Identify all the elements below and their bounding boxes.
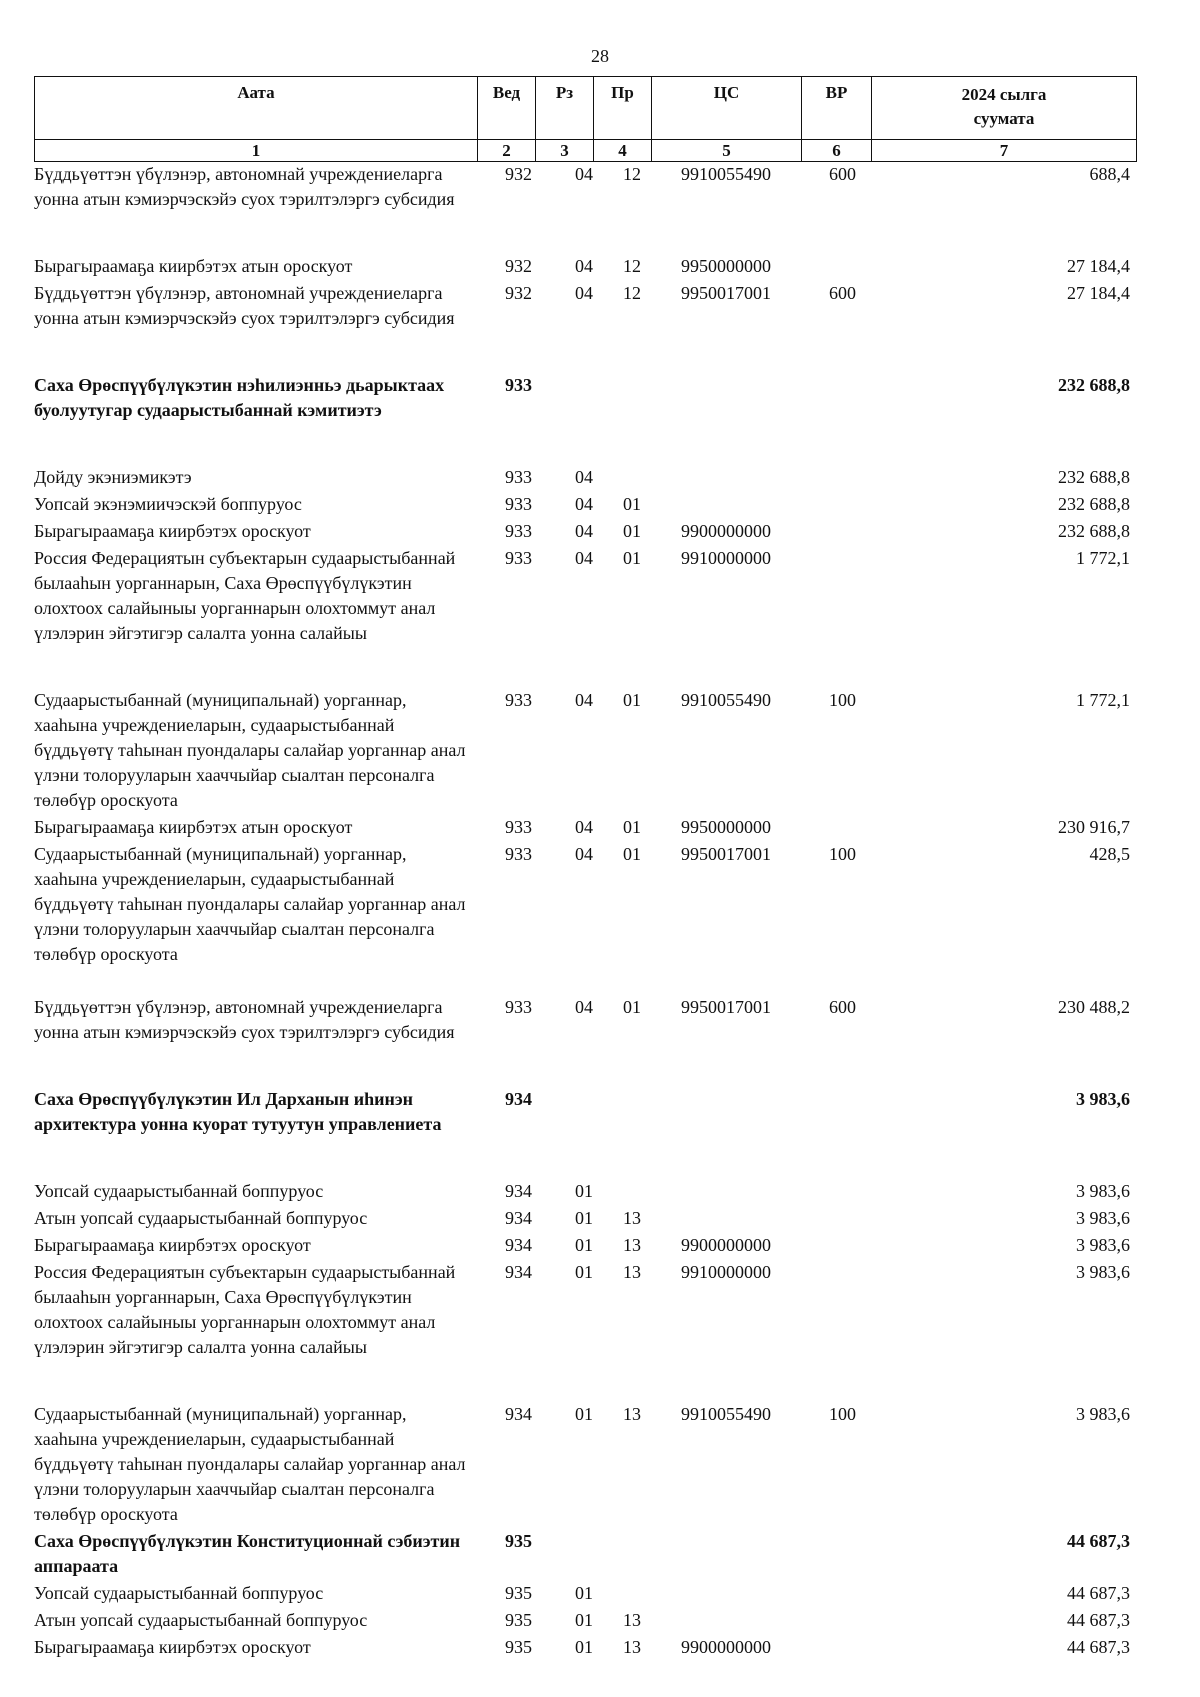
row-name: Атын уопсай судаарыстыбаннай боппуруос <box>34 1208 368 1228</box>
row-cs: 9910055490 <box>681 164 771 184</box>
row-pr: 01 <box>623 817 641 837</box>
table-row <box>34 1260 1136 1402</box>
row-vr: 600 <box>829 283 856 303</box>
row-name: Судаарыстыбаннай (муниципальнай) уорганнар, хааһына учреждениеларын, судаарыстыбаннай бүддьүөтү таһынан пуондалары салайар уорганнар анал үлэни толорууларын хааччыйар сыалтан персоналга төлөбүр ороскуота <box>34 690 466 810</box>
row-rz: 01 <box>575 1181 593 1201</box>
table-row <box>34 492 1136 519</box>
row-vr: 100 <box>829 1404 856 1424</box>
row-amount: 232 688,8 <box>1058 467 1130 487</box>
row-amount: 232 688,8 <box>1058 375 1130 395</box>
row-pr <box>593 1087 651 1179</box>
row-pr <box>593 465 651 492</box>
row-amount: 3 983,6 <box>1076 1089 1130 1109</box>
row-ved: 932 <box>505 283 532 303</box>
row-cs <box>651 1581 801 1608</box>
row-pr: 13 <box>623 1610 641 1630</box>
row-rz: 04 <box>575 164 593 184</box>
row-rz: 04 <box>575 521 593 541</box>
row-name: Бүддьүөттэн үбүлэнэр, автономнай учреждениеларга уонна атын кэмиэрчэскэйэ суох тэрилтэлэргэ субсидия <box>34 164 455 209</box>
row-rz: 04 <box>575 283 593 303</box>
row-cs: 9950017001 <box>681 997 771 1017</box>
row-rz: 04 <box>575 997 593 1017</box>
row-pr: 12 <box>623 256 641 276</box>
row-ved: 933 <box>505 997 532 1017</box>
table-row <box>34 1087 1136 1179</box>
row-vr <box>801 1179 871 1206</box>
table-row <box>34 162 1136 254</box>
row-cs <box>651 1179 801 1206</box>
row-rz: 01 <box>575 1404 593 1424</box>
row-vr <box>801 254 871 281</box>
table-row <box>34 546 1136 688</box>
header-number: 6 <box>802 140 872 162</box>
row-rz: 04 <box>575 467 593 487</box>
row-ved: 933 <box>505 690 532 710</box>
row-rz: 01 <box>575 1235 593 1255</box>
header-number: 7 <box>872 140 1137 162</box>
row-vr <box>801 1581 871 1608</box>
row-ved: 932 <box>505 164 532 184</box>
row-ved: 933 <box>505 375 532 395</box>
row-vr: 100 <box>829 844 856 864</box>
table-row <box>34 1206 1136 1233</box>
row-pr <box>593 373 651 465</box>
row-name: Бырагыраамаҕа киирбэтэх ороскуот <box>34 1637 311 1657</box>
row-rz: 01 <box>575 1208 593 1228</box>
row-name: Дойду экэниэмикэтэ <box>34 467 192 487</box>
row-ved: 934 <box>505 1262 532 1282</box>
row-rz: 04 <box>575 548 593 568</box>
header-cs: ЦС <box>652 77 802 140</box>
header-name: Аата <box>35 77 478 140</box>
row-name: Бырагыраамаҕа киирбэтэх ороскуот <box>34 1235 311 1255</box>
row-rz: 04 <box>575 494 593 514</box>
table-row <box>34 842 1136 995</box>
row-cs: 9910000000 <box>681 548 771 568</box>
row-cs: 9950017001 <box>681 283 771 303</box>
row-ved: 934 <box>505 1181 532 1201</box>
row-rz: 01 <box>575 1610 593 1630</box>
row-pr <box>593 1581 651 1608</box>
table-row <box>34 1581 1136 1608</box>
row-pr: 12 <box>623 283 641 303</box>
row-name: Судаарыстыбаннай (муниципальнай) уорганнар, хааһына учреждениеларын, судаарыстыбаннай бүддьүөтү таһынан пуондалары салайар уорганнар анал үлэни толорууларын хааччыйар сыалтан персоналга төлөбүр ороскуота <box>34 1404 466 1524</box>
row-cs <box>651 1608 801 1635</box>
row-cs: 9950000000 <box>681 256 771 276</box>
row-vr <box>801 815 871 842</box>
row-name: Уопсай экэнэмиичэскэй боппуруос <box>34 494 302 514</box>
table-row <box>34 995 1136 1087</box>
header-number-row <box>35 140 1137 162</box>
row-rz: 01 <box>575 1583 593 1603</box>
table-row <box>34 254 1136 281</box>
row-name: Уопсай судаарыстыбаннай боппуруос <box>34 1181 324 1201</box>
row-amount: 27 184,4 <box>1067 256 1130 276</box>
row-name: Атын уопсай судаарыстыбаннай боппуруос <box>34 1610 368 1630</box>
row-pr <box>593 1179 651 1206</box>
row-cs <box>651 1206 801 1233</box>
row-cs: 9910055490 <box>681 690 771 710</box>
table-row <box>34 373 1136 465</box>
row-ved: 934 <box>505 1089 532 1109</box>
row-vr <box>801 492 871 519</box>
row-rz: 04 <box>575 844 593 864</box>
row-vr <box>801 1260 871 1402</box>
row-ved: 933 <box>505 844 532 864</box>
row-ved: 932 <box>505 256 532 276</box>
row-pr: 01 <box>623 844 641 864</box>
row-amount: 44 687,3 <box>1067 1583 1130 1603</box>
row-amount: 428,5 <box>1089 844 1130 864</box>
row-name: Россия Федерациятын субъектарын судаарыстыбаннай былааһын уорганнарын, Саха Өрөспүүбүлүкэтин олохтоох салайыныы уорганнарын олохтоммут анал үлэлэрин эйгэтигэр салалта уонна салайыы <box>34 548 456 643</box>
row-vr <box>801 1635 871 1662</box>
row-cs: 9900000000 <box>681 521 771 541</box>
row-name: Бырагыраамаҕа киирбэтэх ороскуот <box>34 521 311 541</box>
row-pr: 01 <box>623 494 641 514</box>
row-amount: 44 687,3 <box>1067 1637 1130 1657</box>
table-row <box>34 281 1136 373</box>
row-cs <box>651 373 801 465</box>
row-pr: 13 <box>623 1262 641 1282</box>
row-rz: 01 <box>575 1637 593 1657</box>
row-vr <box>801 519 871 546</box>
row-name: Россия Федерациятын субъектарын судаарыстыбаннай былааһын уорганнарын, Саха Өрөспүүбүлүкэтин олохтоох салайыныы уорганнарын олохтоммут анал үлэлэрин эйгэтигэр салалта уонна салайыы <box>34 1262 456 1357</box>
row-amount: 232 688,8 <box>1058 494 1130 514</box>
row-cs <box>651 1087 801 1179</box>
row-vr: 100 <box>829 690 856 710</box>
header-amount-label: 2024 сылга суумата <box>961 85 1047 128</box>
row-pr: 13 <box>623 1404 641 1424</box>
row-ved: 934 <box>505 1208 532 1228</box>
row-amount: 44 687,3 <box>1067 1610 1130 1630</box>
row-ved: 933 <box>505 467 532 487</box>
header-number: 2 <box>478 140 536 162</box>
row-vr <box>801 1206 871 1233</box>
row-ved: 935 <box>505 1610 532 1630</box>
row-amount: 230 488,2 <box>1058 997 1130 1017</box>
row-amount: 1 772,1 <box>1076 690 1130 710</box>
row-amount: 1 772,1 <box>1076 548 1130 568</box>
header-row <box>35 77 1137 140</box>
table-row <box>34 1529 1136 1581</box>
row-vr: 600 <box>829 164 856 184</box>
row-ved: 933 <box>505 494 532 514</box>
row-ved: 935 <box>505 1531 532 1551</box>
row-rz <box>535 1529 593 1581</box>
row-rz: 01 <box>575 1262 593 1282</box>
table-row <box>34 1179 1136 1206</box>
row-ved: 934 <box>505 1404 532 1424</box>
row-pr: 12 <box>623 164 641 184</box>
row-pr: 01 <box>623 690 641 710</box>
row-cs: 9950000000 <box>681 817 771 837</box>
row-ved: 933 <box>505 548 532 568</box>
row-name: Судаарыстыбаннай (муниципальнай) уорганнар, хааһына учреждениеларын, судаарыстыбаннай бүддьүөтү таһынан пуондалары салайар уорганнар анал үлэни толорууларын хааччыйар сыалтан персоналга төлөбүр ороскуота <box>34 844 466 964</box>
row-vr <box>801 373 871 465</box>
row-vr <box>801 1529 871 1581</box>
row-name: Бүддьүөттэн үбүлэнэр, автономнай учреждениеларга уонна атын кэмиэрчэскэйэ суох тэрилтэлэргэ субсидия <box>34 283 455 328</box>
row-name: Саха Өрөспүүбүлүкэтин Ил Дарханын иһинэн архитектура уонна куорат тутуутун управлениета <box>34 1089 442 1134</box>
row-cs: 9910055490 <box>681 1404 771 1424</box>
row-amount: 44 687,3 <box>1067 1531 1130 1551</box>
row-amount: 230 916,7 <box>1058 817 1130 837</box>
row-rz <box>535 373 593 465</box>
row-vr <box>801 1233 871 1260</box>
row-vr: 600 <box>829 997 856 1017</box>
row-pr: 01 <box>623 997 641 1017</box>
row-vr <box>801 1608 871 1635</box>
header-number: 5 <box>652 140 802 162</box>
table-row <box>34 1608 1136 1635</box>
row-amount: 232 688,8 <box>1058 521 1130 541</box>
row-ved: 934 <box>505 1235 532 1255</box>
row-rz <box>535 1087 593 1179</box>
row-amount: 3 983,6 <box>1076 1404 1130 1424</box>
row-vr <box>801 1087 871 1179</box>
row-pr: 13 <box>623 1235 641 1255</box>
header-rz: Рз <box>536 77 594 140</box>
row-ved: 933 <box>505 521 532 541</box>
row-name: Саха Өрөспүүбүлүкэтин нэһилиэнньэ дьарыктаах буолуутугар судаарыстыбаннай кэмитиэтэ <box>34 375 445 420</box>
row-cs: 9910000000 <box>681 1262 771 1282</box>
row-amount: 3 983,6 <box>1076 1181 1130 1201</box>
row-name: Бүддьүөттэн үбүлэнэр, автономнай учреждениеларга уонна атын кэмиэрчэскэйэ суох тэрилтэлэргэ субсидия <box>34 997 455 1042</box>
header-number: 4 <box>594 140 652 162</box>
row-name: Уопсай судаарыстыбаннай боппуруос <box>34 1583 324 1603</box>
row-cs <box>651 1529 801 1581</box>
row-cs <box>651 465 801 492</box>
row-cs: 9950017001 <box>681 844 771 864</box>
header-number: 3 <box>536 140 594 162</box>
header-ved: Вед <box>478 77 536 140</box>
row-pr: 13 <box>623 1637 641 1657</box>
table-row <box>34 815 1136 842</box>
header-pr: Пр <box>594 77 652 140</box>
row-name: Саха Өрөспүүбүлүкэтин Конституционнай сэбиэтин аппараата <box>34 1531 461 1576</box>
row-pr: 13 <box>623 1208 641 1228</box>
budget-table <box>34 76 1136 1662</box>
header-amount <box>872 77 1137 140</box>
table-row <box>34 519 1136 546</box>
table-row <box>34 688 1136 815</box>
row-vr <box>801 546 871 688</box>
row-pr <box>593 1529 651 1581</box>
table-header <box>34 76 1137 162</box>
row-rz: 04 <box>575 817 593 837</box>
row-amount: 688,4 <box>1089 164 1130 184</box>
table-row <box>34 1402 1136 1529</box>
table-row <box>34 465 1136 492</box>
header-vr: ВР <box>802 77 872 140</box>
page-number: 28 <box>591 46 609 66</box>
row-name: Бырагыраамаҕа киирбэтэх атын ороскуот <box>34 817 353 837</box>
row-pr: 01 <box>623 521 641 541</box>
row-amount: 27 184,4 <box>1067 283 1130 303</box>
row-cs: 9900000000 <box>681 1637 771 1657</box>
table-body <box>34 162 1136 1662</box>
row-pr: 01 <box>623 548 641 568</box>
row-ved: 935 <box>505 1637 532 1657</box>
row-vr <box>801 465 871 492</box>
row-amount: 3 983,6 <box>1076 1235 1130 1255</box>
row-cs <box>651 492 801 519</box>
row-rz: 04 <box>575 256 593 276</box>
row-name: Бырагыраамаҕа киирбэтэх атын ороскуот <box>34 256 353 276</box>
row-ved: 933 <box>505 817 532 837</box>
row-rz: 04 <box>575 690 593 710</box>
header-number: 1 <box>35 140 478 162</box>
row-ved: 935 <box>505 1583 532 1603</box>
table-row <box>34 1233 1136 1260</box>
row-cs: 9900000000 <box>681 1235 771 1255</box>
row-amount: 3 983,6 <box>1076 1262 1130 1282</box>
table-row <box>34 1635 1136 1662</box>
row-amount: 3 983,6 <box>1076 1208 1130 1228</box>
